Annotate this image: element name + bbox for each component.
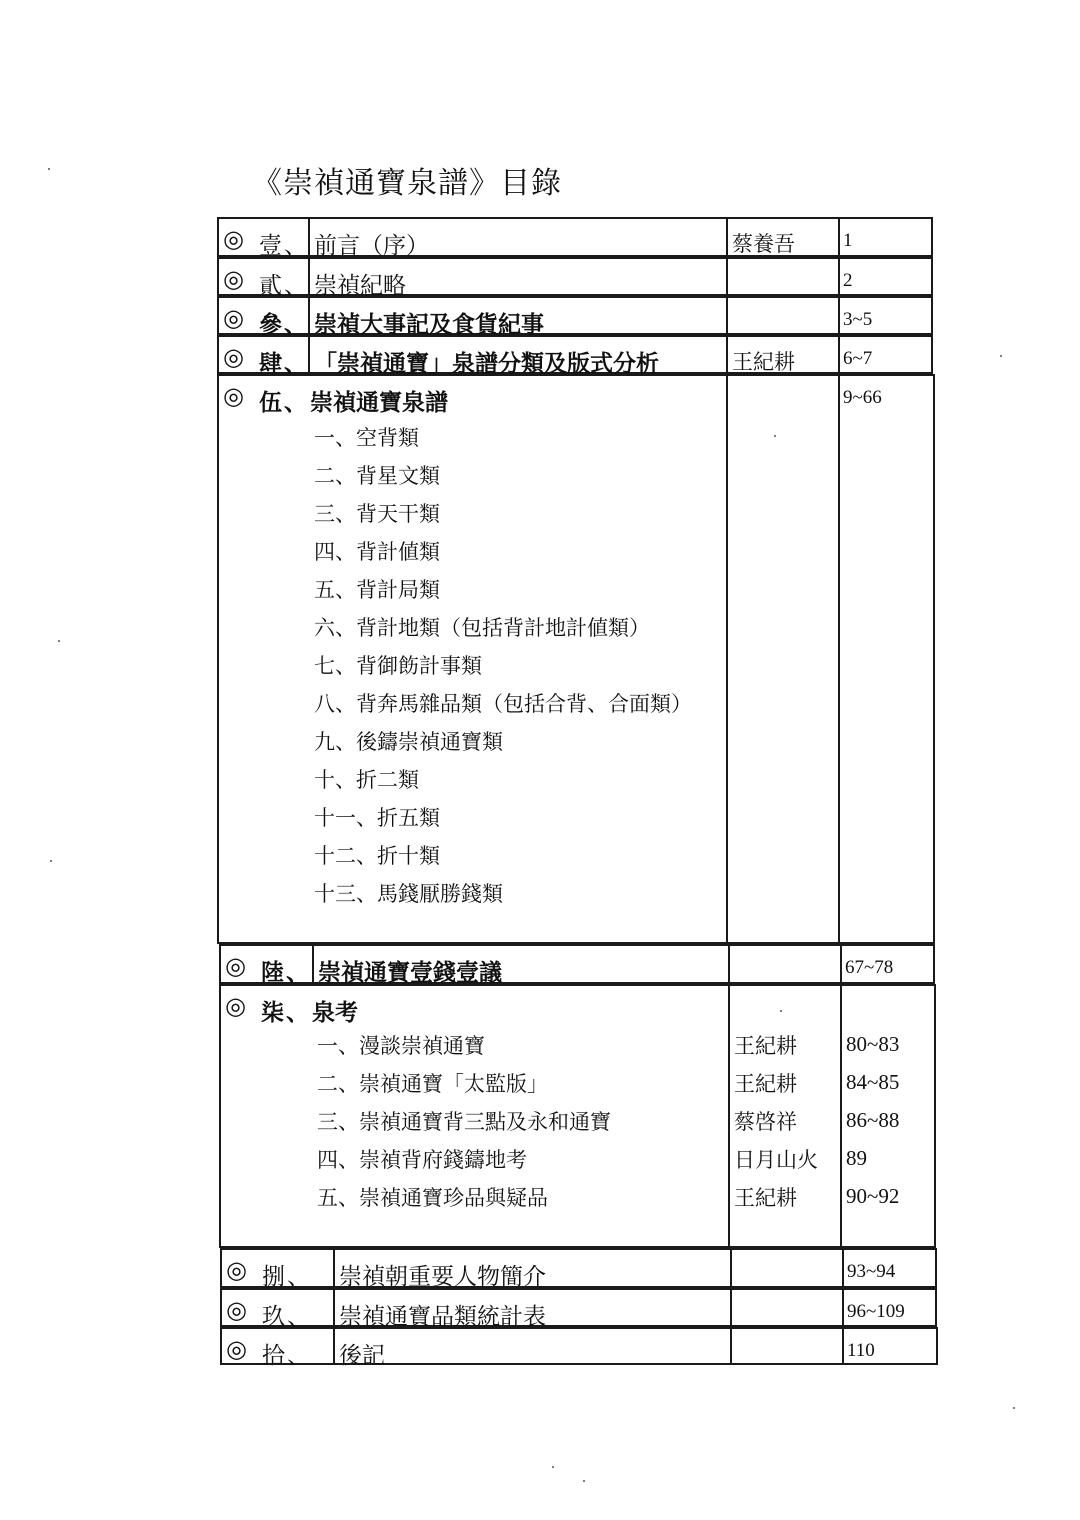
section-author: 蔡養吾 [732, 232, 795, 256]
toc-row [220, 1288, 937, 1330]
toc-row [217, 335, 933, 377]
toc-row [220, 1327, 938, 1369]
subsection-item: 六、背計地類（包括背計地計値類） [314, 616, 650, 640]
scan-speck [780, 1010, 782, 1012]
page-title: 《崇禎通寶泉譜》目錄 [252, 166, 562, 201]
column-divider [838, 337, 840, 372]
subsection-item: 十二、折十類 [314, 844, 440, 868]
section-pages: 9~66 [843, 387, 882, 408]
subsection-author: 蔡啓祥 [734, 1110, 797, 1134]
section-pages: 1 [843, 230, 853, 251]
section-pages: 93~94 [847, 1261, 896, 1282]
section-pages: 67~78 [845, 957, 894, 978]
section-author: 王紀耕 [732, 350, 795, 374]
column-divider [842, 1290, 844, 1325]
column-divider [842, 1250, 844, 1286]
section-heading: 後記 [339, 1343, 385, 1369]
circle-mark-icon: ◎ [225, 952, 246, 980]
column-divider [726, 259, 728, 294]
subsection-item: 一、漫談崇禎通寶 [317, 1034, 485, 1058]
subsection-pages: 90~92 [846, 1184, 900, 1208]
column-divider [726, 219, 728, 255]
section-number: 肆、 [259, 350, 309, 377]
toc-row [219, 944, 935, 984]
subsection-item: 十、折二類 [314, 768, 419, 792]
subsection-item: 十一、折五類 [314, 806, 440, 830]
subsection-item: 三、崇禎通寶背三點及永和通寶 [317, 1110, 611, 1134]
scan-speck [552, 1466, 554, 1468]
section-number: 伍、 [259, 389, 309, 416]
subsection-item: 二、背星文類 [314, 464, 440, 488]
subsection-item: 七、背御飭計事類 [314, 654, 482, 678]
section-heading: 崇禎大事記及食貨紀事 [314, 311, 544, 338]
subsection-item: 一、空背類 [314, 426, 419, 450]
subsection-pages: 80~83 [846, 1032, 900, 1056]
section-heading: 崇禎通寶壹錢壹議 [318, 959, 502, 986]
column-divider [726, 337, 728, 372]
section-pages: 2 [843, 270, 853, 291]
column-divider [728, 946, 730, 982]
column-divider [840, 986, 842, 1246]
column-divider [730, 1329, 732, 1363]
section-heading: 泉考 [312, 999, 358, 1026]
section-number: 柒、 [261, 999, 311, 1026]
toc-row [220, 1248, 937, 1288]
section-heading: 「崇禎通寶」泉譜分類及版式分析 [314, 350, 659, 377]
circle-mark-icon: ◎ [223, 343, 244, 371]
scan-speck [58, 640, 60, 642]
subsection-item: 九、後鑄崇禎通寶類 [314, 730, 503, 754]
scan-speck [48, 168, 50, 170]
column-divider [726, 376, 728, 942]
toc-row [217, 257, 933, 299]
scan-speck [1000, 355, 1002, 357]
section-heading: 前言（序） [314, 233, 429, 259]
circle-mark-icon: ◎ [226, 1296, 247, 1324]
section-pages: 6~7 [843, 348, 873, 369]
column-divider [842, 1329, 844, 1363]
column-divider [838, 376, 840, 942]
section-heading: 崇禎朝重要人物簡介 [339, 1264, 546, 1290]
subsection-author: 王紀耕 [734, 1072, 797, 1096]
column-divider [838, 298, 840, 333]
toc-row [217, 374, 935, 944]
column-divider [730, 1250, 732, 1286]
circle-mark-icon: ◎ [225, 992, 246, 1020]
subsection-item: 二、崇禎通寶「太監版」 [317, 1072, 548, 1096]
circle-mark-icon: ◎ [223, 304, 244, 332]
column-divider [728, 986, 730, 1246]
subsection-item: 五、背計局類 [314, 578, 440, 602]
section-number: 陸、 [261, 959, 311, 986]
circle-mark-icon: ◎ [223, 225, 244, 253]
toc-row [217, 296, 933, 338]
column-divider [333, 1290, 335, 1325]
column-divider [838, 259, 840, 294]
scan-speck [583, 1480, 585, 1482]
scan-speck [1013, 1407, 1015, 1409]
column-divider [333, 1250, 335, 1286]
subsection-author: 王紀耕 [734, 1186, 797, 1210]
toc-row [219, 984, 936, 1248]
column-divider [333, 1329, 335, 1363]
column-divider [730, 1290, 732, 1325]
subsection-item: 八、背奔馬雜品類（包括合背、合面類） [314, 692, 692, 716]
section-heading: 崇禎通寶品類統計表 [339, 1304, 546, 1330]
column-divider [838, 219, 840, 255]
subsection-pages: 89 [846, 1146, 867, 1170]
scan-speck [50, 860, 52, 862]
section-heading: 崇禎紀略 [314, 273, 406, 299]
section-number: 玖、 [262, 1304, 312, 1330]
section-heading: 崇禎通寶泉譜 [310, 389, 448, 416]
circle-mark-icon: ◎ [226, 1256, 247, 1284]
section-number: 拾、 [262, 1343, 312, 1369]
circle-mark-icon: ◎ [223, 382, 244, 410]
section-number: 壹、 [259, 233, 309, 259]
subsection-item: 三、背天干類 [314, 502, 440, 526]
subsection-item: 四、崇禎背府錢鑄地考 [317, 1148, 527, 1172]
section-number: 參、 [259, 311, 309, 338]
toc-row [217, 217, 933, 257]
subsection-item: 五、崇禎通寶珍品與疑品 [317, 1186, 548, 1210]
scan-speck [774, 435, 776, 437]
section-pages: 96~109 [847, 1301, 905, 1322]
section-number: 貳、 [259, 273, 309, 299]
circle-mark-icon: ◎ [226, 1335, 247, 1363]
circle-mark-icon: ◎ [223, 265, 244, 293]
subsection-author: 王紀耕 [734, 1034, 797, 1058]
subsection-pages: 84~85 [846, 1070, 900, 1094]
subsection-item: 四、背計値類 [314, 540, 440, 564]
column-divider [312, 946, 314, 982]
subsection-item: 十三、馬錢厭勝錢類 [314, 882, 503, 906]
subsection-author: 日月山火 [734, 1148, 818, 1172]
subsection-pages: 86~88 [846, 1108, 900, 1132]
column-divider [840, 946, 842, 982]
section-number: 捌、 [262, 1264, 312, 1290]
section-pages: 3~5 [843, 309, 873, 330]
column-divider [726, 298, 728, 333]
section-pages: 110 [847, 1340, 875, 1361]
